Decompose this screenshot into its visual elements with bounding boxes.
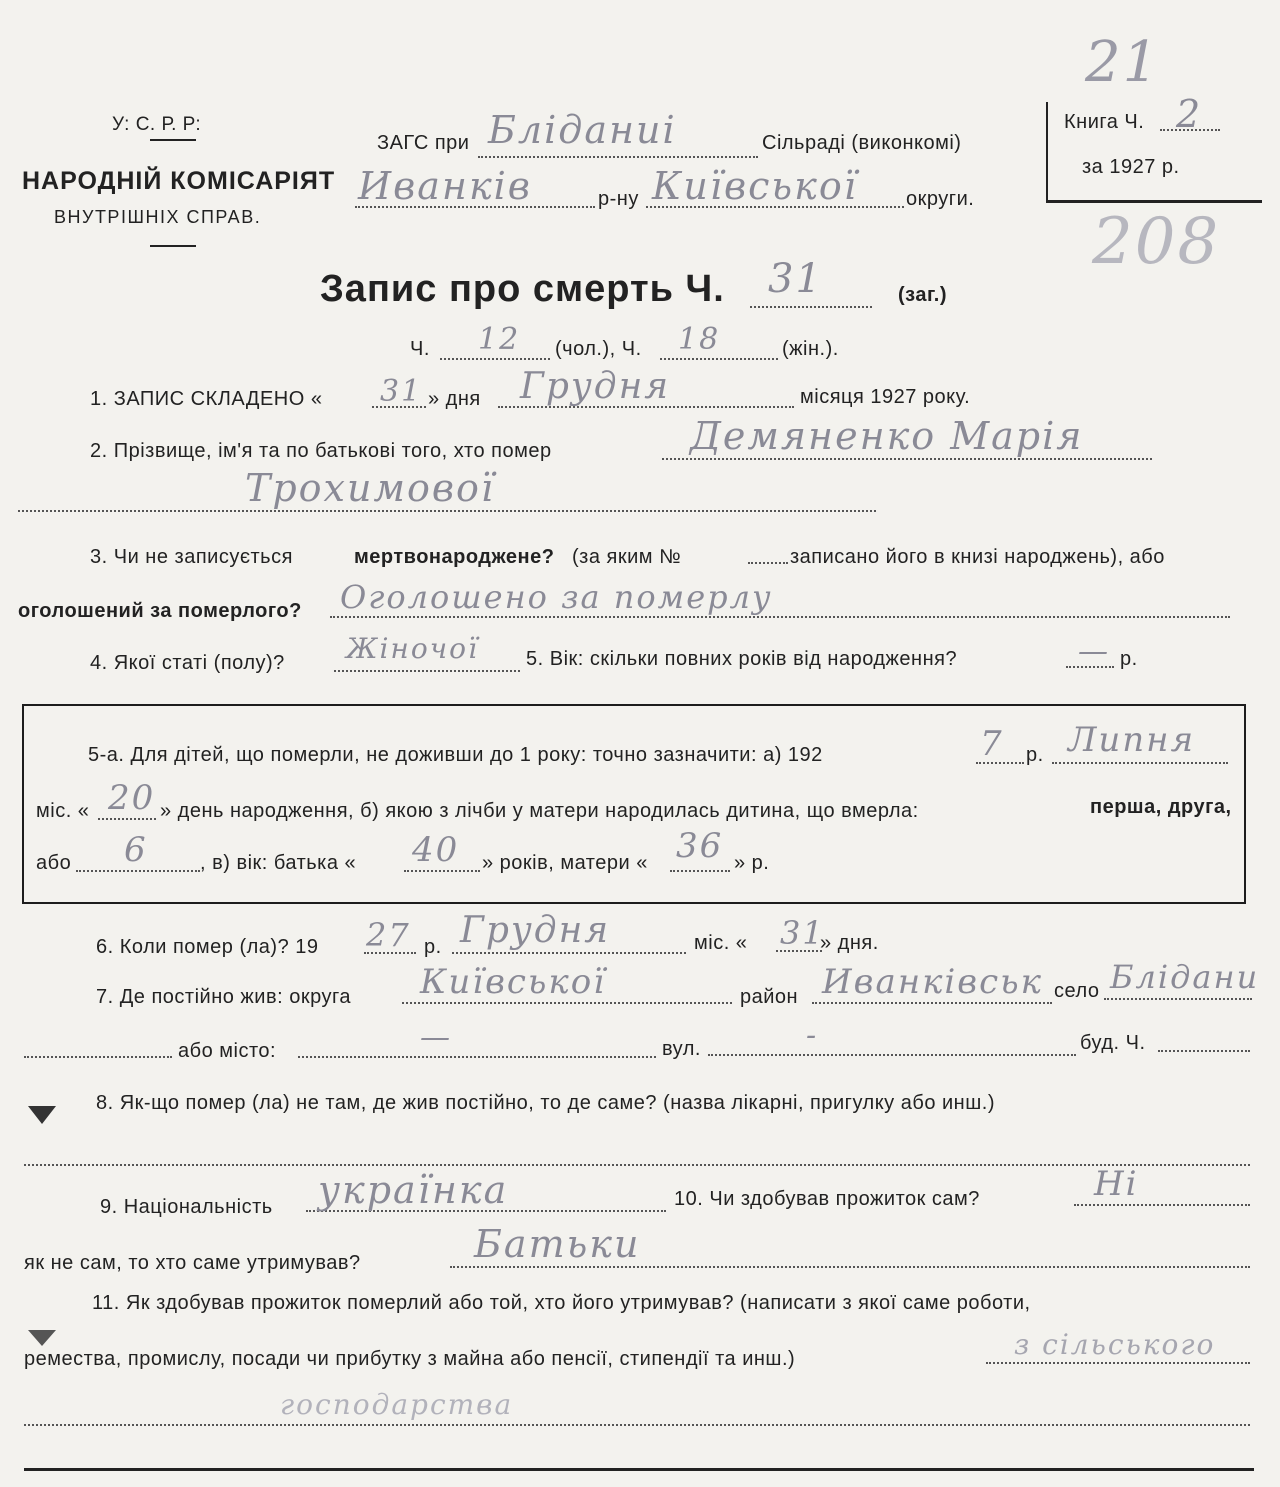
field11-value1: з сільського <box>1014 1328 1216 1361</box>
book-label: Книга Ч. <box>1064 111 1145 133</box>
field5a-bold: перша, друга, <box>1090 796 1232 818</box>
field5a-mis: міс. « <box>36 800 90 822</box>
field10b-value: Батьки <box>474 1222 641 1266</box>
field5a-father-label: , в) вік: батька « <box>200 852 357 874</box>
field6-year: 27 <box>366 916 411 954</box>
field7b-abo: або місто: <box>178 1040 277 1062</box>
pointer-mark-icon <box>28 1106 56 1124</box>
field5a-day: 20 <box>108 778 156 818</box>
field2-label: 2. Прізвище, ім'я та по батькові того, хто помер <box>90 440 552 462</box>
field7b-street: - <box>806 1018 819 1053</box>
field10b-label: як не сам, то хто саме утримував? <box>24 1252 361 1274</box>
field4-label: 4. Якої статі (полу)? <box>90 652 285 674</box>
field11-line2: ремества, промислу, посади чи прибутку з майна або пенсії, стипендії та инш.) <box>24 1348 796 1370</box>
field7-selo: Блідани <box>1110 958 1260 996</box>
field9-value: українка <box>318 1168 509 1212</box>
okruha-label: округи. <box>906 188 975 210</box>
field1-mid: » дня <box>428 388 481 410</box>
record-ch-label: Ч. <box>410 338 430 360</box>
field5a-father-age: 40 <box>412 830 460 870</box>
record-total-label: (заг.) <box>898 284 948 306</box>
divider <box>150 245 196 247</box>
field3-value: Оголошено за померлу <box>340 578 773 616</box>
field1-end: місяця 1927 року. <box>800 386 971 408</box>
female-count: 18 <box>678 322 721 357</box>
field7b-city: — <box>420 1020 452 1055</box>
field5a-r: р. <box>1026 744 1044 766</box>
field7b-vul: вул. <box>662 1038 701 1060</box>
zags-value: Бліданиі <box>488 108 677 152</box>
field5a-mother-age: 36 <box>676 826 724 866</box>
field5a-mother-label: » років, матери « <box>482 852 648 874</box>
field7b-bud: буд. Ч. <box>1080 1032 1146 1054</box>
field1-day: 31 <box>380 374 423 409</box>
male-label: (чол.), Ч. <box>555 338 642 360</box>
female-label: (жін.). <box>782 338 839 360</box>
field11-line1: 11. Як здобував прожиток померлий або той, хто його утримував? (написати з якої саме роботи, <box>92 1292 1031 1314</box>
field2-value2: Трохимової <box>245 466 495 510</box>
field1-month: Грудня <box>520 366 671 407</box>
field3-bold2: оголошений за померлого? <box>18 600 302 622</box>
field5a-line1: 5-а. Для дітей, що померли, не доживши до 1 року: точно зазначити: а) 192 <box>88 744 823 766</box>
field5-end: р. <box>1120 648 1138 670</box>
field6-end: » дня. <box>820 932 879 954</box>
record-number: 31 <box>768 256 823 302</box>
field7-selo-label: село <box>1054 980 1100 1002</box>
record-title: Запис про смерть Ч. <box>320 268 725 310</box>
divider <box>150 139 196 141</box>
field7-rayon-label: район <box>740 986 799 1008</box>
male-count: 12 <box>478 322 521 357</box>
field2-value1: Демяненко Марія <box>690 414 1084 458</box>
commissariat-title: НАРОДНІЙ КОМІСАРІЯТ <box>22 167 336 195</box>
rayon-label: р-ну <box>598 188 639 210</box>
field5a-abo: або <box>36 852 72 874</box>
field6-mis: міс. « <box>694 932 748 954</box>
field6-month: Грудня <box>460 910 611 951</box>
side-number: 208 <box>1092 205 1221 279</box>
field5-label: 5. Вік: скільки повних років від народження? <box>526 648 958 670</box>
field8-label: 8. Як-що помер (ла) не там, де жив постійно, то де саме? (назва лікарні, пригулку або инш.) <box>96 1092 995 1114</box>
field5a-year-digit: 7 <box>980 724 1004 764</box>
okruha-value: Київської <box>652 164 858 208</box>
bottom-rule <box>24 1468 1254 1471</box>
pointer-mark-icon <box>28 1330 56 1346</box>
field4-value: Жіночої <box>346 632 479 665</box>
field6-day: 31 <box>780 914 825 952</box>
field11-value2: господарства <box>280 1388 514 1421</box>
top-mark: 21 <box>1085 30 1161 95</box>
field5-value: — <box>1078 634 1110 669</box>
republic-label: У: С. Р. Р: <box>112 114 202 135</box>
book-number: 2 <box>1176 92 1203 136</box>
field1-label: 1. ЗАПИС СКЛАДЕНО « <box>90 388 323 410</box>
field5a-month: Липня <box>1068 720 1196 760</box>
rayon-value: Иванків <box>358 164 532 208</box>
selrada-label: Сільраді (виконкомі) <box>762 132 962 154</box>
field6-label: 6. Коли помер (ла)? 19 <box>96 936 319 958</box>
department-label: ВНУТРІШНІХ СПРАВ. <box>54 207 262 227</box>
field3-label-a: 3. Чи не записується <box>90 546 293 568</box>
book-year: за 1927 р. <box>1082 156 1180 178</box>
field3-label-b: (за яким № <box>572 546 682 568</box>
field5a-end: » р. <box>734 852 770 874</box>
field7-okruha: Київської <box>420 962 607 1002</box>
field3-label-c: записано його в книзі народжень), або <box>790 546 1165 568</box>
field7-label: 7. Де постійно жив: округа <box>96 986 351 1008</box>
field5a-order: 6 <box>124 830 148 870</box>
field9-label: 9. Національність <box>100 1196 273 1218</box>
zags-prefix: ЗАГС при <box>377 132 470 154</box>
field3-bold: мертвонароджене? <box>354 546 555 568</box>
field7-rayon: Иванківськ <box>822 962 1043 1002</box>
field5a-line2: » день народження, б) якою з лічби у матери народилась дитина, що вмерла: <box>160 800 919 822</box>
field6-r: р. <box>424 936 442 958</box>
field10-value: Ні <box>1094 1164 1139 1204</box>
field10-label: 10. Чи здобував прожиток сам? <box>674 1188 980 1210</box>
